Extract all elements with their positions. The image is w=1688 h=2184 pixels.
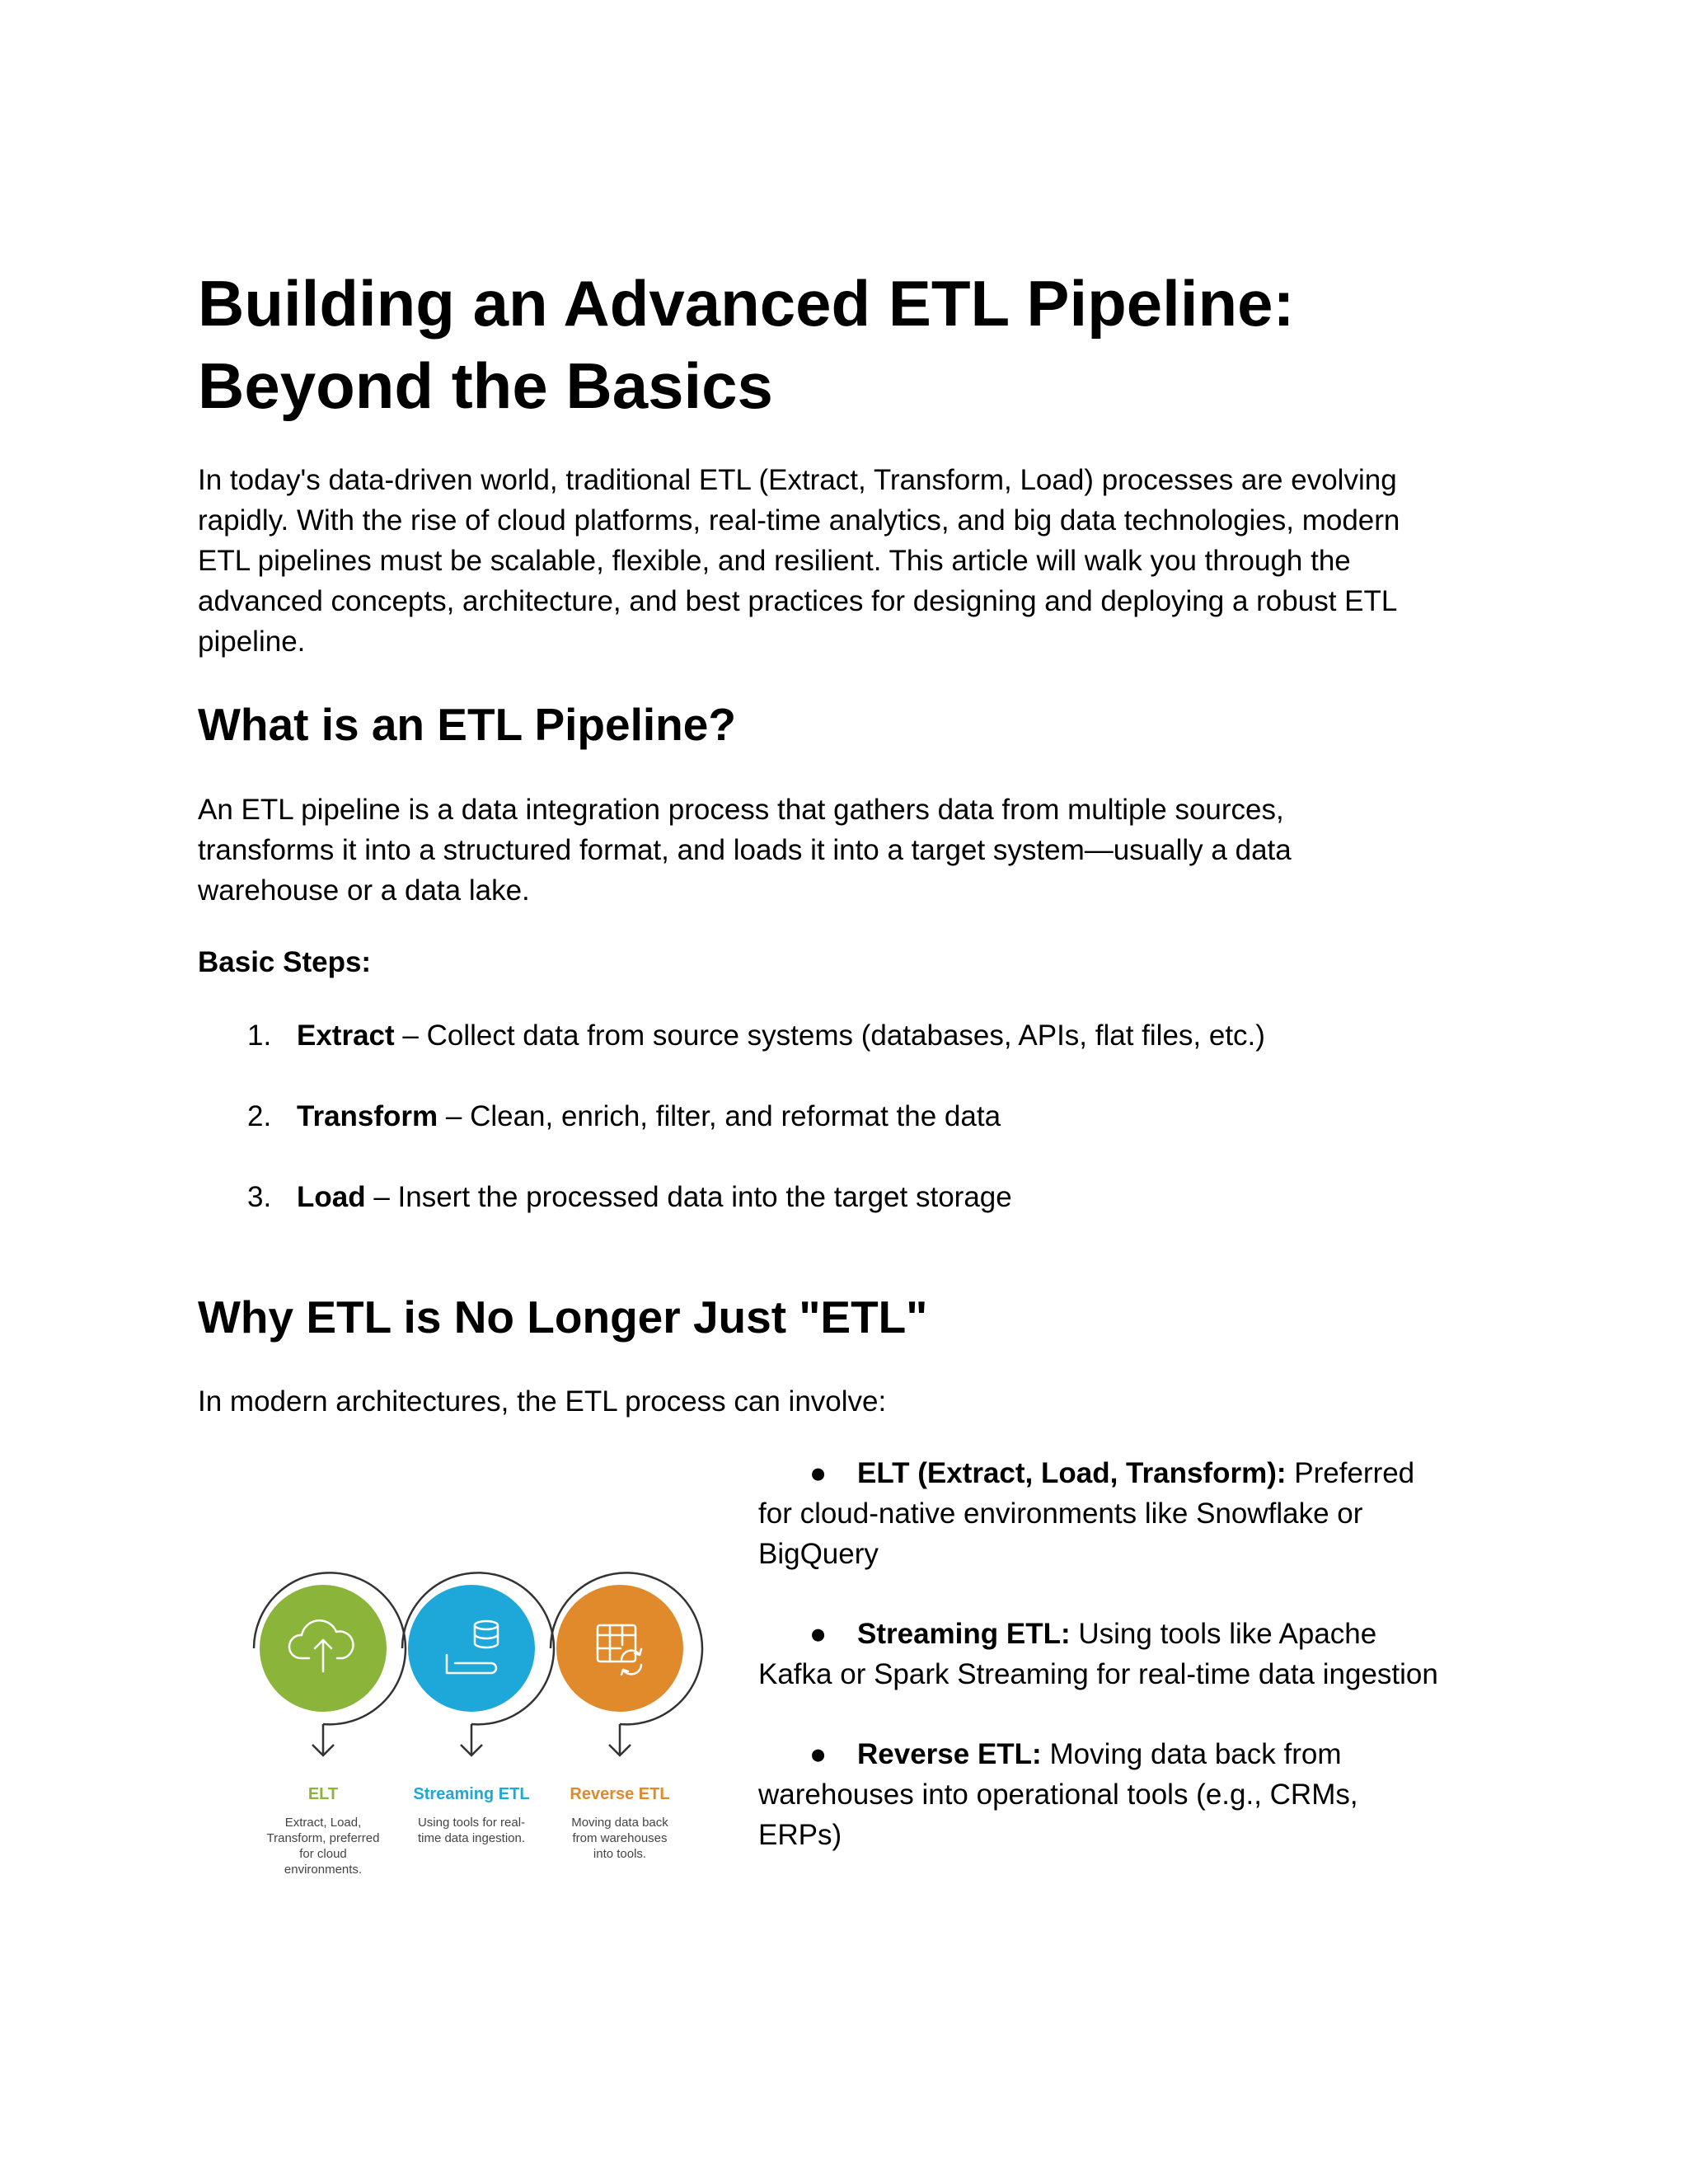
definition-line: An ETL pipeline is a data integration process that gathers data from multiple sources, <box>198 794 1284 826</box>
intro-line: In today's data-driven world, traditional ETL (Extract, Transform, Load) processes are evolving <box>198 464 1397 496</box>
basic-steps-label: Basic Steps: <box>198 946 372 978</box>
step-transform <box>247 1096 1001 1137</box>
bullet-marker: ● <box>809 1738 828 1770</box>
intro-line: pipeline. <box>198 626 306 658</box>
reverse-etl-title: Reverse ETL <box>570 1785 670 1803</box>
step-number: 1. <box>247 1019 272 1052</box>
desc-line: Moving data back <box>571 1816 668 1830</box>
bullet-text: Using tools like Apache <box>1070 1618 1377 1650</box>
bullet-text: Moving data back from <box>1041 1738 1342 1770</box>
step-description: – Clean, enrich, filter, and reformat the data <box>438 1100 1001 1132</box>
bullet-text: Kafka or Spark Streaming for real-time data ingestion <box>758 1658 1438 1690</box>
bullet-text: ERPs) <box>758 1819 842 1851</box>
intro-line: advanced concepts, architecture, and best practices for designing and deploying a robust ETL <box>198 585 1398 617</box>
step-term: Load <box>297 1181 366 1213</box>
streaming-arrow-icon <box>461 1724 482 1755</box>
title-line-2: Beyond the Basics <box>198 349 773 422</box>
definition-line: transforms it into a structured format, and loads it into a target system—usually a data <box>198 834 1292 866</box>
step-number: 2. <box>247 1100 272 1132</box>
desc-line: from warehouses <box>572 1831 668 1845</box>
bullet-text: warehouses into operational tools (e.g., CRMs, <box>758 1779 1358 1811</box>
step-number: 3. <box>247 1181 272 1213</box>
step-description: – Collect data from source systems (databases, APIs, flat files, etc.) <box>394 1019 1265 1052</box>
intro-paragraph <box>198 460 1484 662</box>
streaming-disc <box>408 1585 535 1712</box>
desc-line: environments. <box>284 1863 363 1877</box>
definition-line: warehouse or a data lake. <box>198 874 530 907</box>
bullet-term: ELT (Extract, Load, Transform): <box>857 1457 1287 1489</box>
desc-line: Transform, preferred <box>266 1831 380 1845</box>
reverse-arrow-icon <box>609 1724 631 1755</box>
page-title <box>198 262 1517 427</box>
desc-line: Using tools for real- <box>417 1816 526 1830</box>
section-heading-what-is-etl: What is an ETL Pipeline? <box>198 699 736 750</box>
step-term: Transform <box>297 1100 438 1132</box>
bullet-marker: ● <box>809 1457 828 1489</box>
bullet-elt <box>758 1453 1500 1574</box>
desc-line: into tools. <box>593 1847 647 1861</box>
elt-description <box>253 1815 393 1877</box>
step-description: – Insert the processed data into the target storage <box>365 1181 1012 1213</box>
bullet-text: BigQuery <box>758 1538 879 1570</box>
bullet-term: Reverse ETL: <box>857 1738 1042 1770</box>
reverse-etl-description <box>550 1815 690 1862</box>
etl-variants-diagram <box>231 1549 725 1879</box>
intro-line: rapidly. With the rise of cloud platforms, real-time analytics, and big data technologies, modern <box>198 504 1400 537</box>
bullet-marker: ● <box>809 1618 828 1650</box>
desc-line: for cloud <box>299 1847 347 1861</box>
elt-title: ELT <box>307 1785 339 1803</box>
step-term: Extract <box>297 1019 395 1052</box>
bullet-term: Streaming ETL: <box>857 1618 1071 1650</box>
step-load <box>247 1177 1012 1217</box>
bullet-text: for cloud-native environments like Snowflake or <box>758 1497 1363 1530</box>
section2-intro: In modern architectures, the ETL process can involve: <box>198 1385 887 1418</box>
desc-line: time data ingestion. <box>417 1831 526 1845</box>
bullet-text: Preferred <box>1286 1457 1415 1489</box>
streaming-etl-description <box>401 1815 542 1846</box>
step-extract <box>247 1015 1265 1056</box>
bullet-reverse-etl <box>758 1734 1500 1855</box>
desc-line: Extract, Load, <box>284 1816 362 1830</box>
elt-arrow-icon <box>312 1724 334 1755</box>
section-heading-why-etl: Why ETL is No Longer Just "ETL" <box>198 1291 928 1343</box>
streaming-etl-title: Streaming ETL <box>413 1785 530 1803</box>
etl-definition-paragraph <box>198 790 1484 911</box>
title-line-1: Building an Advanced ETL Pipeline: <box>198 267 1295 340</box>
bullet-streaming-etl <box>758 1614 1500 1694</box>
intro-line: ETL pipelines must be scalable, flexible, and resilient. This article will walk you through the <box>198 545 1351 577</box>
